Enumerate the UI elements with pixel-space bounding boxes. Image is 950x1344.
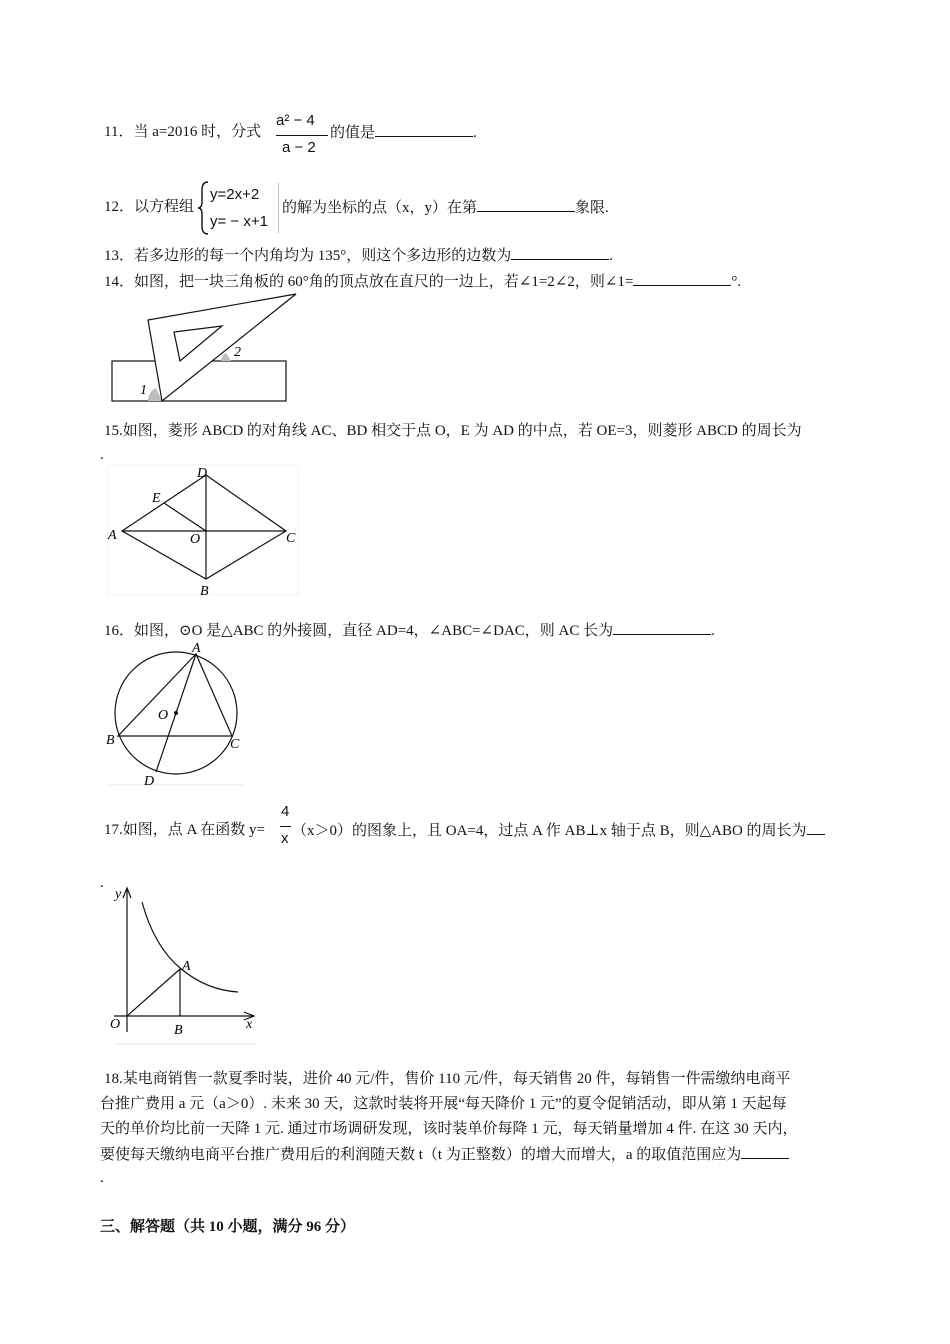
section-heading: 三、解答题（共 10 小题，满分 96 分） xyxy=(100,1219,356,1235)
q18-end: . xyxy=(100,1170,104,1186)
q12-end: 象限. xyxy=(575,200,609,216)
q18-line1 xyxy=(104,1069,791,1089)
q15-label-o: O xyxy=(190,532,201,547)
q11-number: 11． xyxy=(104,124,134,140)
q14-end: °. xyxy=(731,274,742,290)
q15-rhombus xyxy=(122,475,286,579)
q15-segment-oe xyxy=(164,503,206,531)
q15-label-b: B xyxy=(200,584,209,598)
q16 xyxy=(104,620,715,641)
q14-label-2: 2 xyxy=(234,345,241,360)
q18-text-line3: 天的单价均比前一天降 1 元. 通过市场调研发现，该时装单价每降 1 元，每天销量增加 4 件. 在这 30 天内， xyxy=(100,1121,798,1137)
q11-end: . xyxy=(473,125,477,141)
q11 xyxy=(104,122,261,142)
q18-answer-blank[interactable] xyxy=(741,1144,789,1159)
q16-label-c: C xyxy=(230,737,240,752)
q15-figure xyxy=(104,463,304,598)
q13-answer-blank[interactable] xyxy=(511,245,609,260)
q18-text-line1: 某电商销售一款夏季时装，进价 40 元/件，售价 110 元/件，每天销售 20 件，每销售一件需缴纳电商平 xyxy=(122,1071,791,1087)
q15-end: . xyxy=(100,447,104,463)
q15 xyxy=(104,421,802,441)
q18-text-line4: 要使每天缴纳电商平台推广费用后的利润随天数 t（t 为正整数）的增大而增大，a 的取值范围应为 xyxy=(100,1147,742,1163)
q18-number: 18. xyxy=(104,1071,123,1087)
q13 xyxy=(104,245,613,266)
q11-text-post: 的值是 xyxy=(330,125,376,141)
q14-text: 如图，把一块三角板的 60°角的顶点放在直尺的一边上，若∠1=2∠2，则∠1= xyxy=(134,274,634,290)
q16-label-a: A xyxy=(192,641,201,656)
q14-answer-blank[interactable] xyxy=(633,271,731,286)
q12 xyxy=(104,197,194,217)
q12-tail xyxy=(282,197,609,218)
q17-hyperbola xyxy=(142,902,238,992)
q17-tail xyxy=(292,820,825,841)
q12-text-mid: 的解为坐标的点（x，y）在第 xyxy=(282,200,478,216)
q12-brace xyxy=(198,180,210,236)
q14-figure xyxy=(108,292,308,407)
q11-answer-blank[interactable] xyxy=(375,122,473,137)
q15-label-d: D xyxy=(197,466,208,481)
q17-number: 17. xyxy=(104,822,123,838)
q17-frac-numerator: 4 xyxy=(281,803,290,820)
q17-figure xyxy=(106,882,266,1047)
q11-frac-denominator: a − 2 xyxy=(282,139,316,156)
q15-label-e: E xyxy=(152,491,161,506)
q16-label-o: O xyxy=(158,708,169,723)
q12-number: 12． xyxy=(104,199,135,215)
q17-text-post: （x＞0）的图象上，且 OA=4，过点 A 作 AB⊥x 轴于点 B，则△ABO 的周长为 xyxy=(292,823,807,839)
q13-end: . xyxy=(609,248,614,264)
q12-eq-rule xyxy=(278,183,279,233)
q16-center-dot xyxy=(174,711,178,715)
q17-frac-denominator: x xyxy=(281,830,289,847)
q15-text: 如图，菱形 ABCD 的对角线 AC、BD 相交于点 O，E 为 AD 的中点，若 OE=3，则菱形 ABCD 的周长为 xyxy=(122,423,802,439)
q16-label-b: B xyxy=(106,733,115,748)
q14-label-1: 1 xyxy=(140,383,147,398)
q16-text: 如图，⊙O 是△ABC 的外接圆，直径 AD=4，∠ABC=∠DAC，则 AC 长为 xyxy=(134,623,614,639)
q14 xyxy=(104,271,741,292)
q17-label-b: B xyxy=(174,1023,183,1038)
q17-answer-blank[interactable] xyxy=(807,820,825,835)
q12-text-pre: 以方程组 xyxy=(134,199,195,215)
q17-label-o: O xyxy=(110,1017,121,1032)
q16-number: 16． xyxy=(104,623,135,639)
q16-answer-blank[interactable] xyxy=(613,620,711,635)
q13-text: 若多边形的每一个内角均为 135°，则这个多边形的边数为 xyxy=(134,248,512,264)
q18-line4 xyxy=(100,1144,789,1165)
q16-figure xyxy=(104,640,254,790)
q17-segment-oa xyxy=(127,969,180,1016)
q17-end: . xyxy=(100,875,104,891)
q11-tail xyxy=(330,122,477,143)
q15-label-a: A xyxy=(108,528,117,543)
q12-eq1: y=2x+2 xyxy=(210,186,260,203)
q15-label-c: C xyxy=(286,531,296,546)
q16-end: . xyxy=(711,623,715,639)
q12-answer-blank[interactable] xyxy=(477,197,575,212)
q11-frac-numerator: a² − 4 xyxy=(276,112,315,129)
q11-text-pre: 当 a=2016 时，分式 xyxy=(133,124,262,140)
q15-number: 15. xyxy=(104,423,123,439)
q12-eq2: y= − x+1 xyxy=(210,213,268,230)
q17-label-a: A xyxy=(182,959,191,974)
q17-frac-bar xyxy=(280,826,291,827)
q18-text-line2: 台推广费用 a 元（a＞0）. 未来 30 天，这款时装将开展“每天降价 1 元”的夏令促销活动，即从第 1 天起每 xyxy=(100,1096,787,1112)
q17-label-y: y xyxy=(115,887,122,902)
q14-angle2-shade xyxy=(221,353,231,361)
q17-label-x: x xyxy=(246,1017,253,1032)
q17-text-pre: 如图，点 A 在函数 y= xyxy=(122,822,265,838)
q16-label-d: D xyxy=(144,774,155,789)
q14-number: 14． xyxy=(104,274,135,290)
q17-lead xyxy=(104,820,265,840)
q11-frac-bar xyxy=(276,135,328,136)
q13-number: 13． xyxy=(104,248,135,264)
